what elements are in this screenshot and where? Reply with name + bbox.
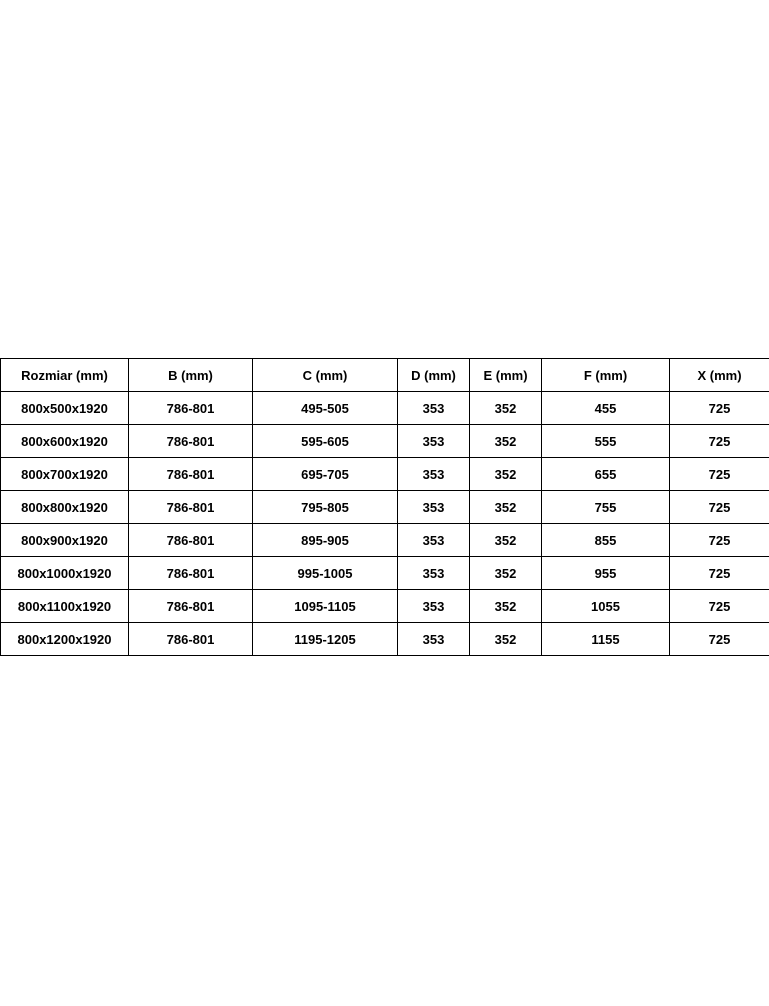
cell-d: 353 [398, 425, 470, 458]
cell-x: 725 [670, 425, 769, 458]
table-row [1, 524, 769, 557]
cell-d: 353 [398, 491, 470, 524]
cell-size: 800x500x1920 [1, 392, 129, 425]
cell-b: 786-801 [129, 524, 253, 557]
cell-e: 352 [470, 491, 542, 524]
cell-f: 855 [542, 524, 670, 557]
cell-d: 353 [398, 623, 470, 656]
table-row [1, 623, 769, 656]
cell-c: 1195-1205 [253, 623, 398, 656]
cell-b: 786-801 [129, 491, 253, 524]
cell-size: 800x700x1920 [1, 458, 129, 491]
cell-x: 725 [670, 392, 769, 425]
cell-x: 725 [670, 491, 769, 524]
cell-size: 800x900x1920 [1, 524, 129, 557]
cell-f: 655 [542, 458, 670, 491]
cell-c: 695-705 [253, 458, 398, 491]
table-row [1, 557, 769, 590]
cell-e: 352 [470, 557, 542, 590]
cell-b: 786-801 [129, 425, 253, 458]
cell-d: 353 [398, 392, 470, 425]
column-header-b: B (mm) [129, 359, 253, 392]
cell-c: 1095-1105 [253, 590, 398, 623]
table-row [1, 458, 769, 491]
cell-f: 455 [542, 392, 670, 425]
cell-c: 595-605 [253, 425, 398, 458]
table-row [1, 425, 769, 458]
cell-f: 755 [542, 491, 670, 524]
cell-x: 725 [670, 458, 769, 491]
cell-size: 800x600x1920 [1, 425, 129, 458]
cell-f: 555 [542, 425, 670, 458]
dimensions-table [0, 358, 769, 656]
cell-d: 353 [398, 524, 470, 557]
cell-e: 352 [470, 590, 542, 623]
table-row [1, 392, 769, 425]
cell-f: 1155 [542, 623, 670, 656]
column-header-f: F (mm) [542, 359, 670, 392]
column-header-c: C (mm) [253, 359, 398, 392]
cell-e: 352 [470, 623, 542, 656]
cell-f: 1055 [542, 590, 670, 623]
cell-e: 352 [470, 392, 542, 425]
cell-c: 795-805 [253, 491, 398, 524]
cell-b: 786-801 [129, 557, 253, 590]
cell-d: 353 [398, 590, 470, 623]
cell-x: 725 [670, 524, 769, 557]
cell-x: 725 [670, 590, 769, 623]
cell-d: 353 [398, 557, 470, 590]
cell-c: 495-505 [253, 392, 398, 425]
cell-b: 786-801 [129, 590, 253, 623]
cell-size: 800x1000x1920 [1, 557, 129, 590]
cell-size: 800x800x1920 [1, 491, 129, 524]
cell-b: 786-801 [129, 458, 253, 491]
cell-x: 725 [670, 623, 769, 656]
cell-c: 995-1005 [253, 557, 398, 590]
table-header [1, 359, 769, 392]
cell-size: 800x1100x1920 [1, 590, 129, 623]
cell-x: 725 [670, 557, 769, 590]
cell-b: 786-801 [129, 392, 253, 425]
cell-d: 353 [398, 458, 470, 491]
table-header-row [1, 359, 769, 392]
table-body [1, 392, 769, 656]
cell-c: 895-905 [253, 524, 398, 557]
table-row [1, 491, 769, 524]
column-header-x: X (mm) [670, 359, 769, 392]
cell-e: 352 [470, 425, 542, 458]
cell-f: 955 [542, 557, 670, 590]
column-header-d: D (mm) [398, 359, 470, 392]
cell-size: 800x1200x1920 [1, 623, 129, 656]
cell-e: 352 [470, 458, 542, 491]
table-row [1, 590, 769, 623]
column-header-e: E (mm) [470, 359, 542, 392]
cell-b: 786-801 [129, 623, 253, 656]
cell-e: 352 [470, 524, 542, 557]
spec-table-container [0, 358, 769, 656]
column-header-size: Rozmiar (mm) [1, 359, 129, 392]
